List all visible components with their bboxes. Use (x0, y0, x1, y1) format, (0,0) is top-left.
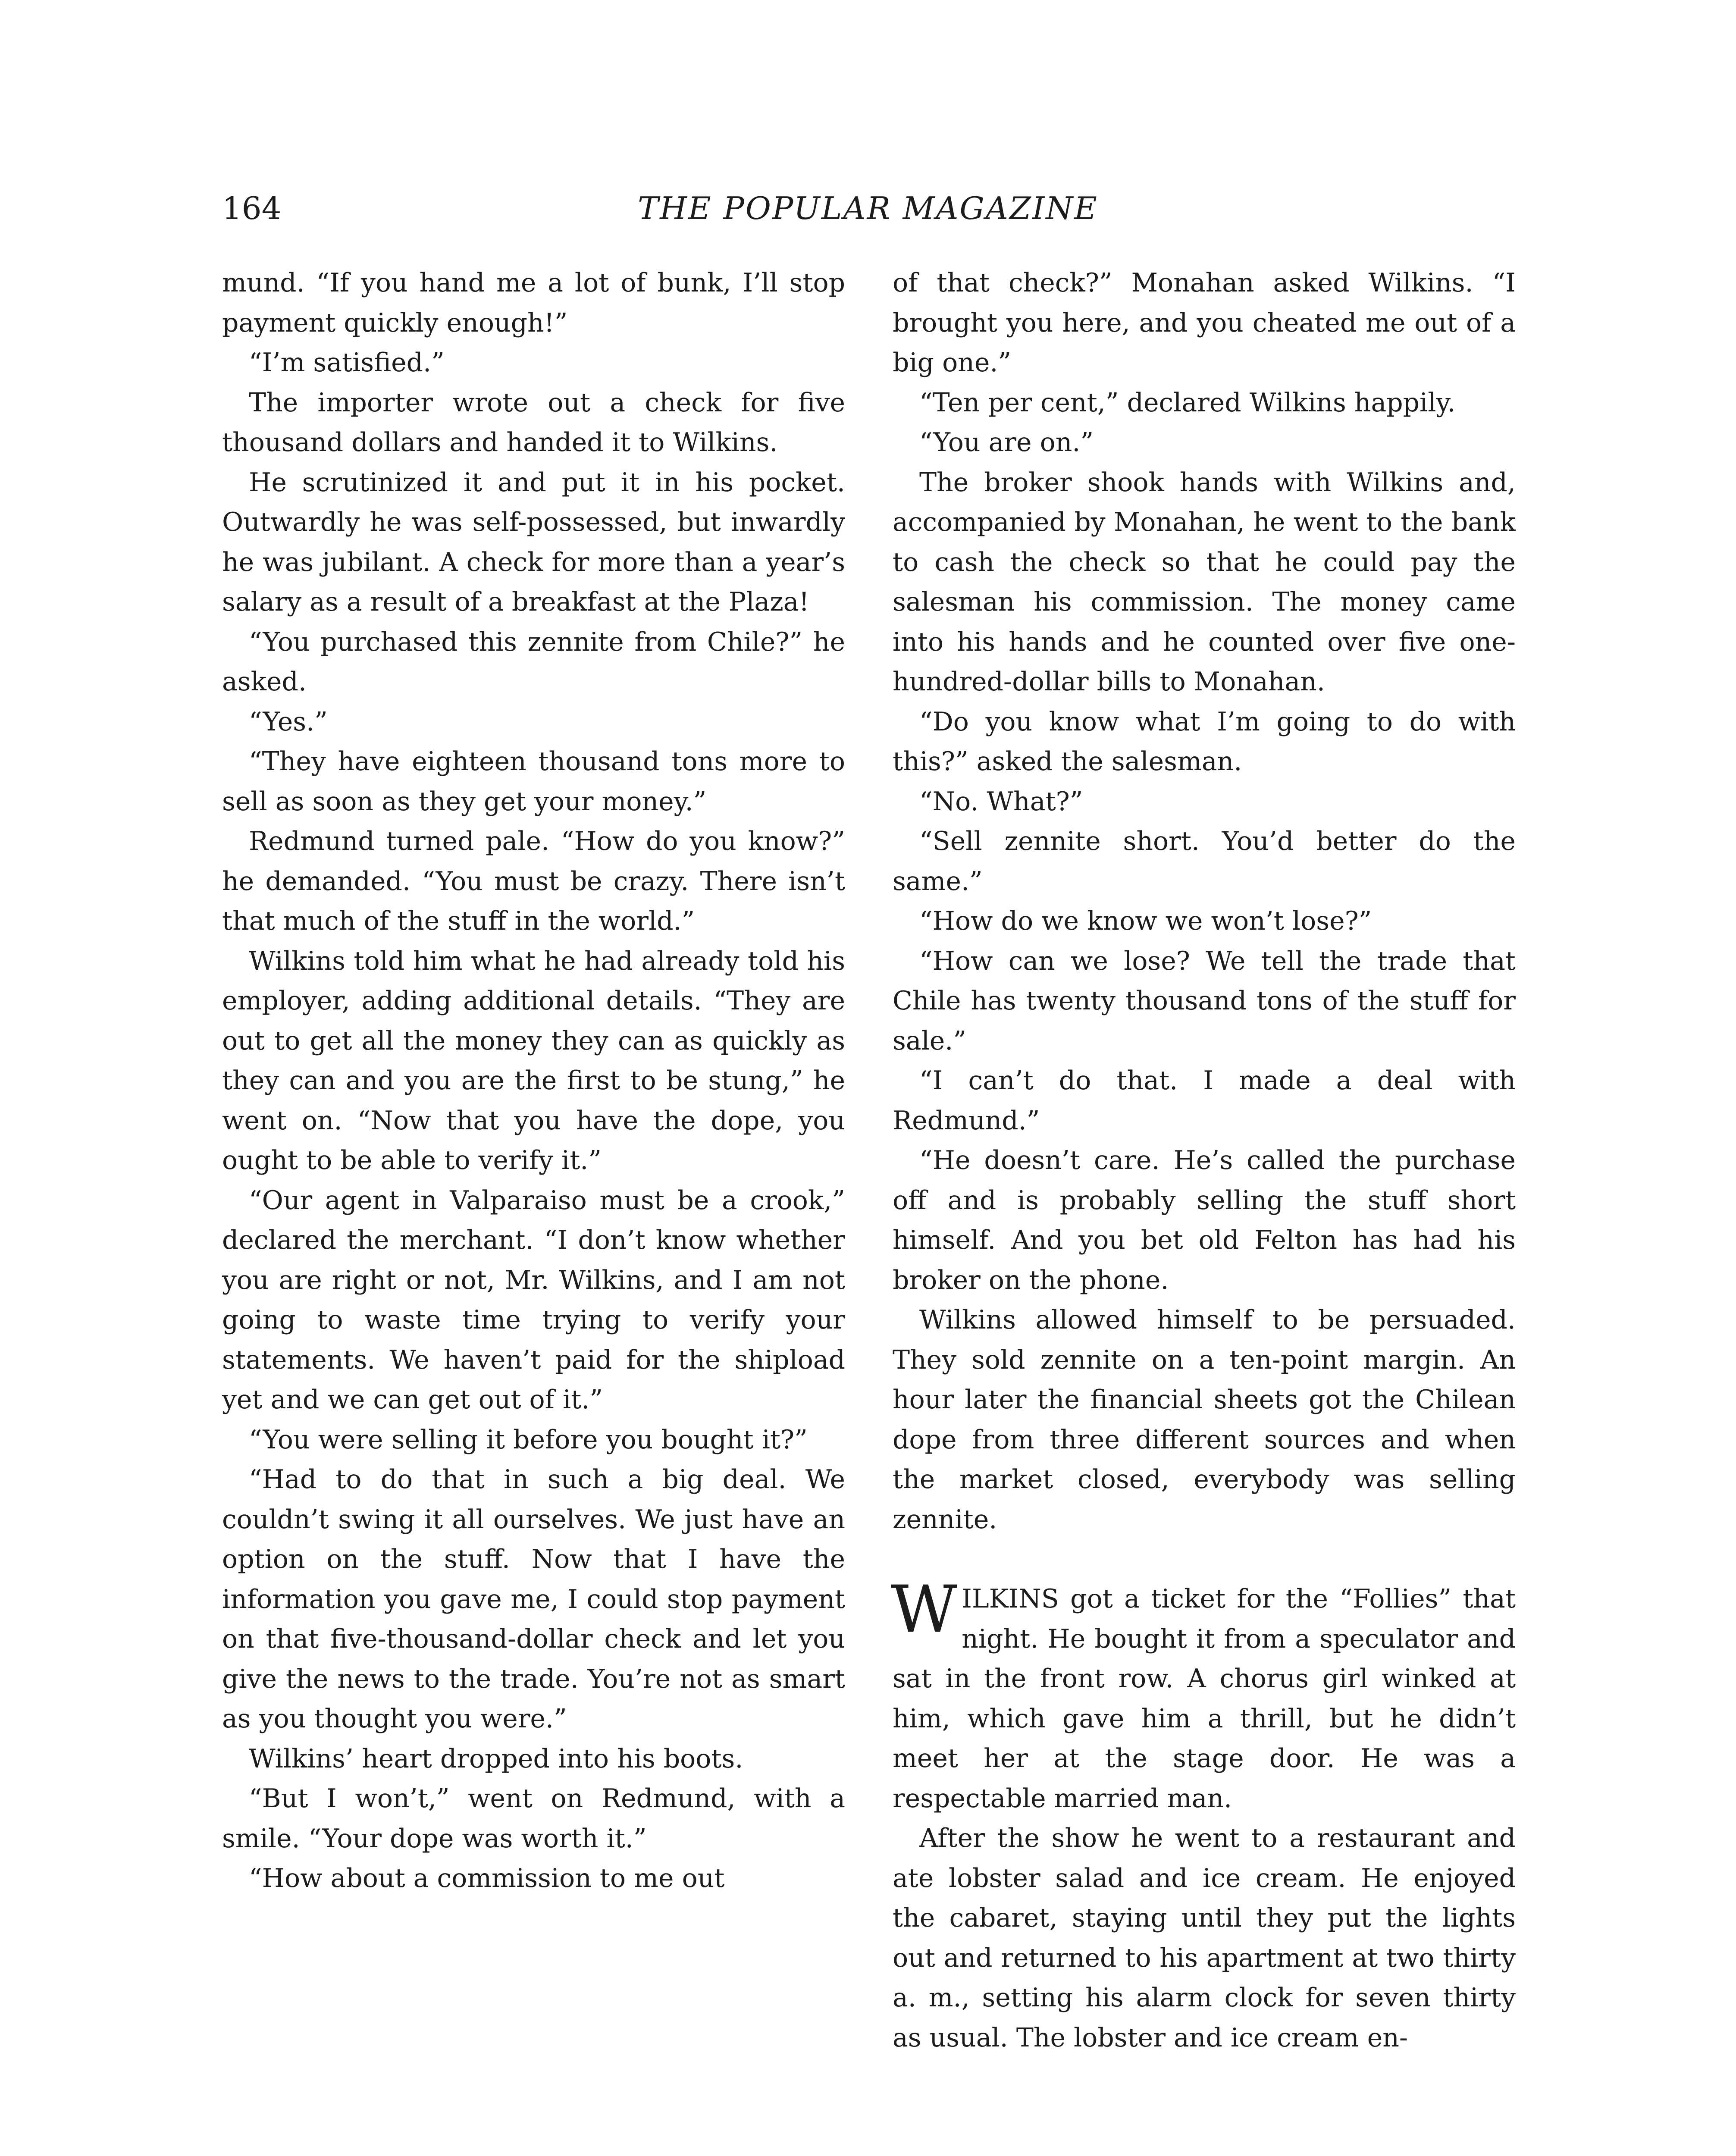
paragraph: He scrutinized it and put it in his pocket. Outwardly he was self-possessed, but inwardly he was jubilant. A check for more than a year’s salary as a result of a breakfast at the Plaza! (222, 467, 845, 617)
paragraph: “I’m satisfied.” (249, 348, 445, 378)
paragraph: Redmund turned pale. “How do you know?” he demanded. “You must be crazy. There isn’t that much of the stuff in the world.” (222, 826, 845, 936)
paragraph: The broker shook hands with Wilkins and, accompanied by Monahan, he went to the bank to cash the check so that he could pay the salesman his commission. The money came into his hands and he counted over five one-hundred-dollar bills to Monahan. (893, 467, 1516, 697)
paragraph: The importer wrote out a check for five thousand dollars and handed it to Wilkins. (222, 387, 845, 458)
paragraph: “They have eighteen thousand tons more to sell as soon as they get your money.” (222, 746, 845, 817)
paragraph: of that check?” Monahan asked Wilkins. “I brought you here, and you cheated me out of a big one.” (893, 268, 1516, 378)
drop-cap: W (891, 1572, 958, 1647)
section-opening-paragraph (891, 1572, 1516, 1818)
paragraph: “He doesn’t care. He’s called the purchase off and is probably selling the stuff short himself. And you bet old Felton has had his broker on the phone. (893, 1145, 1516, 1295)
paragraph: “How can we lose? We tell the trade that Chile has twenty thousand tons of the stuff for sale.” (893, 946, 1516, 1056)
paragraph: Wilkins allowed himself to be persuaded. They sold zennite on a ten-point margin. An hour later the financial sheets got the Chilean dope from three different sources and when the market closed, everybody was selling zennite. (893, 1305, 1516, 1535)
paragraph: Wilkins’ heart dropped into his boots. (249, 1743, 743, 1774)
paragraph: “I can’t do that. I made a deal with Redmund.” (893, 1065, 1516, 1136)
paragraph: “You are on.” (919, 427, 1094, 458)
paragraph: “You were selling it before you bought it?” (249, 1424, 808, 1455)
section-opening-text: ILKINS got a ticket for the “Follies” that night. He bought it from a speculator and sat in the front row. A chorus girl winked at him, which gave him a thrill, but he didn’t meet her at the stage door. He was a respectable married man. (893, 1584, 1516, 1814)
paragraph: “Sell zennite short. You’d better do the same.” (893, 826, 1516, 896)
left-column (222, 263, 845, 1899)
paragraph: “How about a commission to me out (249, 1863, 725, 1893)
paragraph: “Our agent in Valparaiso must be a crook,” declared the merchant. “I don’t know whether you are right or not, Mr. Wilkins, and I am not going to waste time trying to verify your statements. We haven’t paid for the shipload yet and we can get out of it.” (222, 1185, 845, 1415)
page-number: 164 (222, 190, 282, 226)
paragraph: “Yes.” (249, 706, 328, 737)
page-header (222, 185, 1514, 232)
paragraph: “How do we know we won’t lose?” (919, 906, 1372, 936)
paragraph: “You purchased this zennite from Chile?” he asked. (222, 627, 845, 697)
paragraph: “But I won’t,” went on Redmund, with a smile. “Your dope was worth it.” (222, 1783, 845, 1854)
running-head: THE POPULAR MAGAZINE (638, 190, 1098, 226)
paragraph: After the show he went to a restaurant and ate lobster salad and ice cream. He enjoyed the cabaret, staying until they put the lights out and returned to his apartment at two thirty a. m., setting his alarm clock for seven thirty as usual. The lobster and ice cream en- (893, 1823, 1516, 2053)
paragraph: “Ten per cent,” declared Wilkins happily. (919, 387, 1456, 418)
paragraph: “No. What?” (919, 786, 1083, 817)
paragraph: Wilkins told him what he had already told his employer, adding additional details. “They are out to get all the money they can as quickly as they can and you are the first to be stung,” he went on. “Now that you have the dope, you ought to be able to verify it.” (222, 946, 845, 1175)
paragraph: “Had to do that in such a big deal. We couldn’t swing it all ourselves. We just have an option on the stuff. Now that I have the information you gave me, I could stop payment on that five-thousand-dollar check and let you give the news to the trade. You’re not as smart as you thought you were.” (222, 1464, 845, 1734)
paragraph: mund. “If you hand me a lot of bunk, I’ll stop payment quickly enough!” (222, 268, 845, 338)
paragraph: “Do you know what I’m going to do with this?” asked the salesman. (893, 706, 1516, 777)
right-column (893, 263, 1516, 2058)
